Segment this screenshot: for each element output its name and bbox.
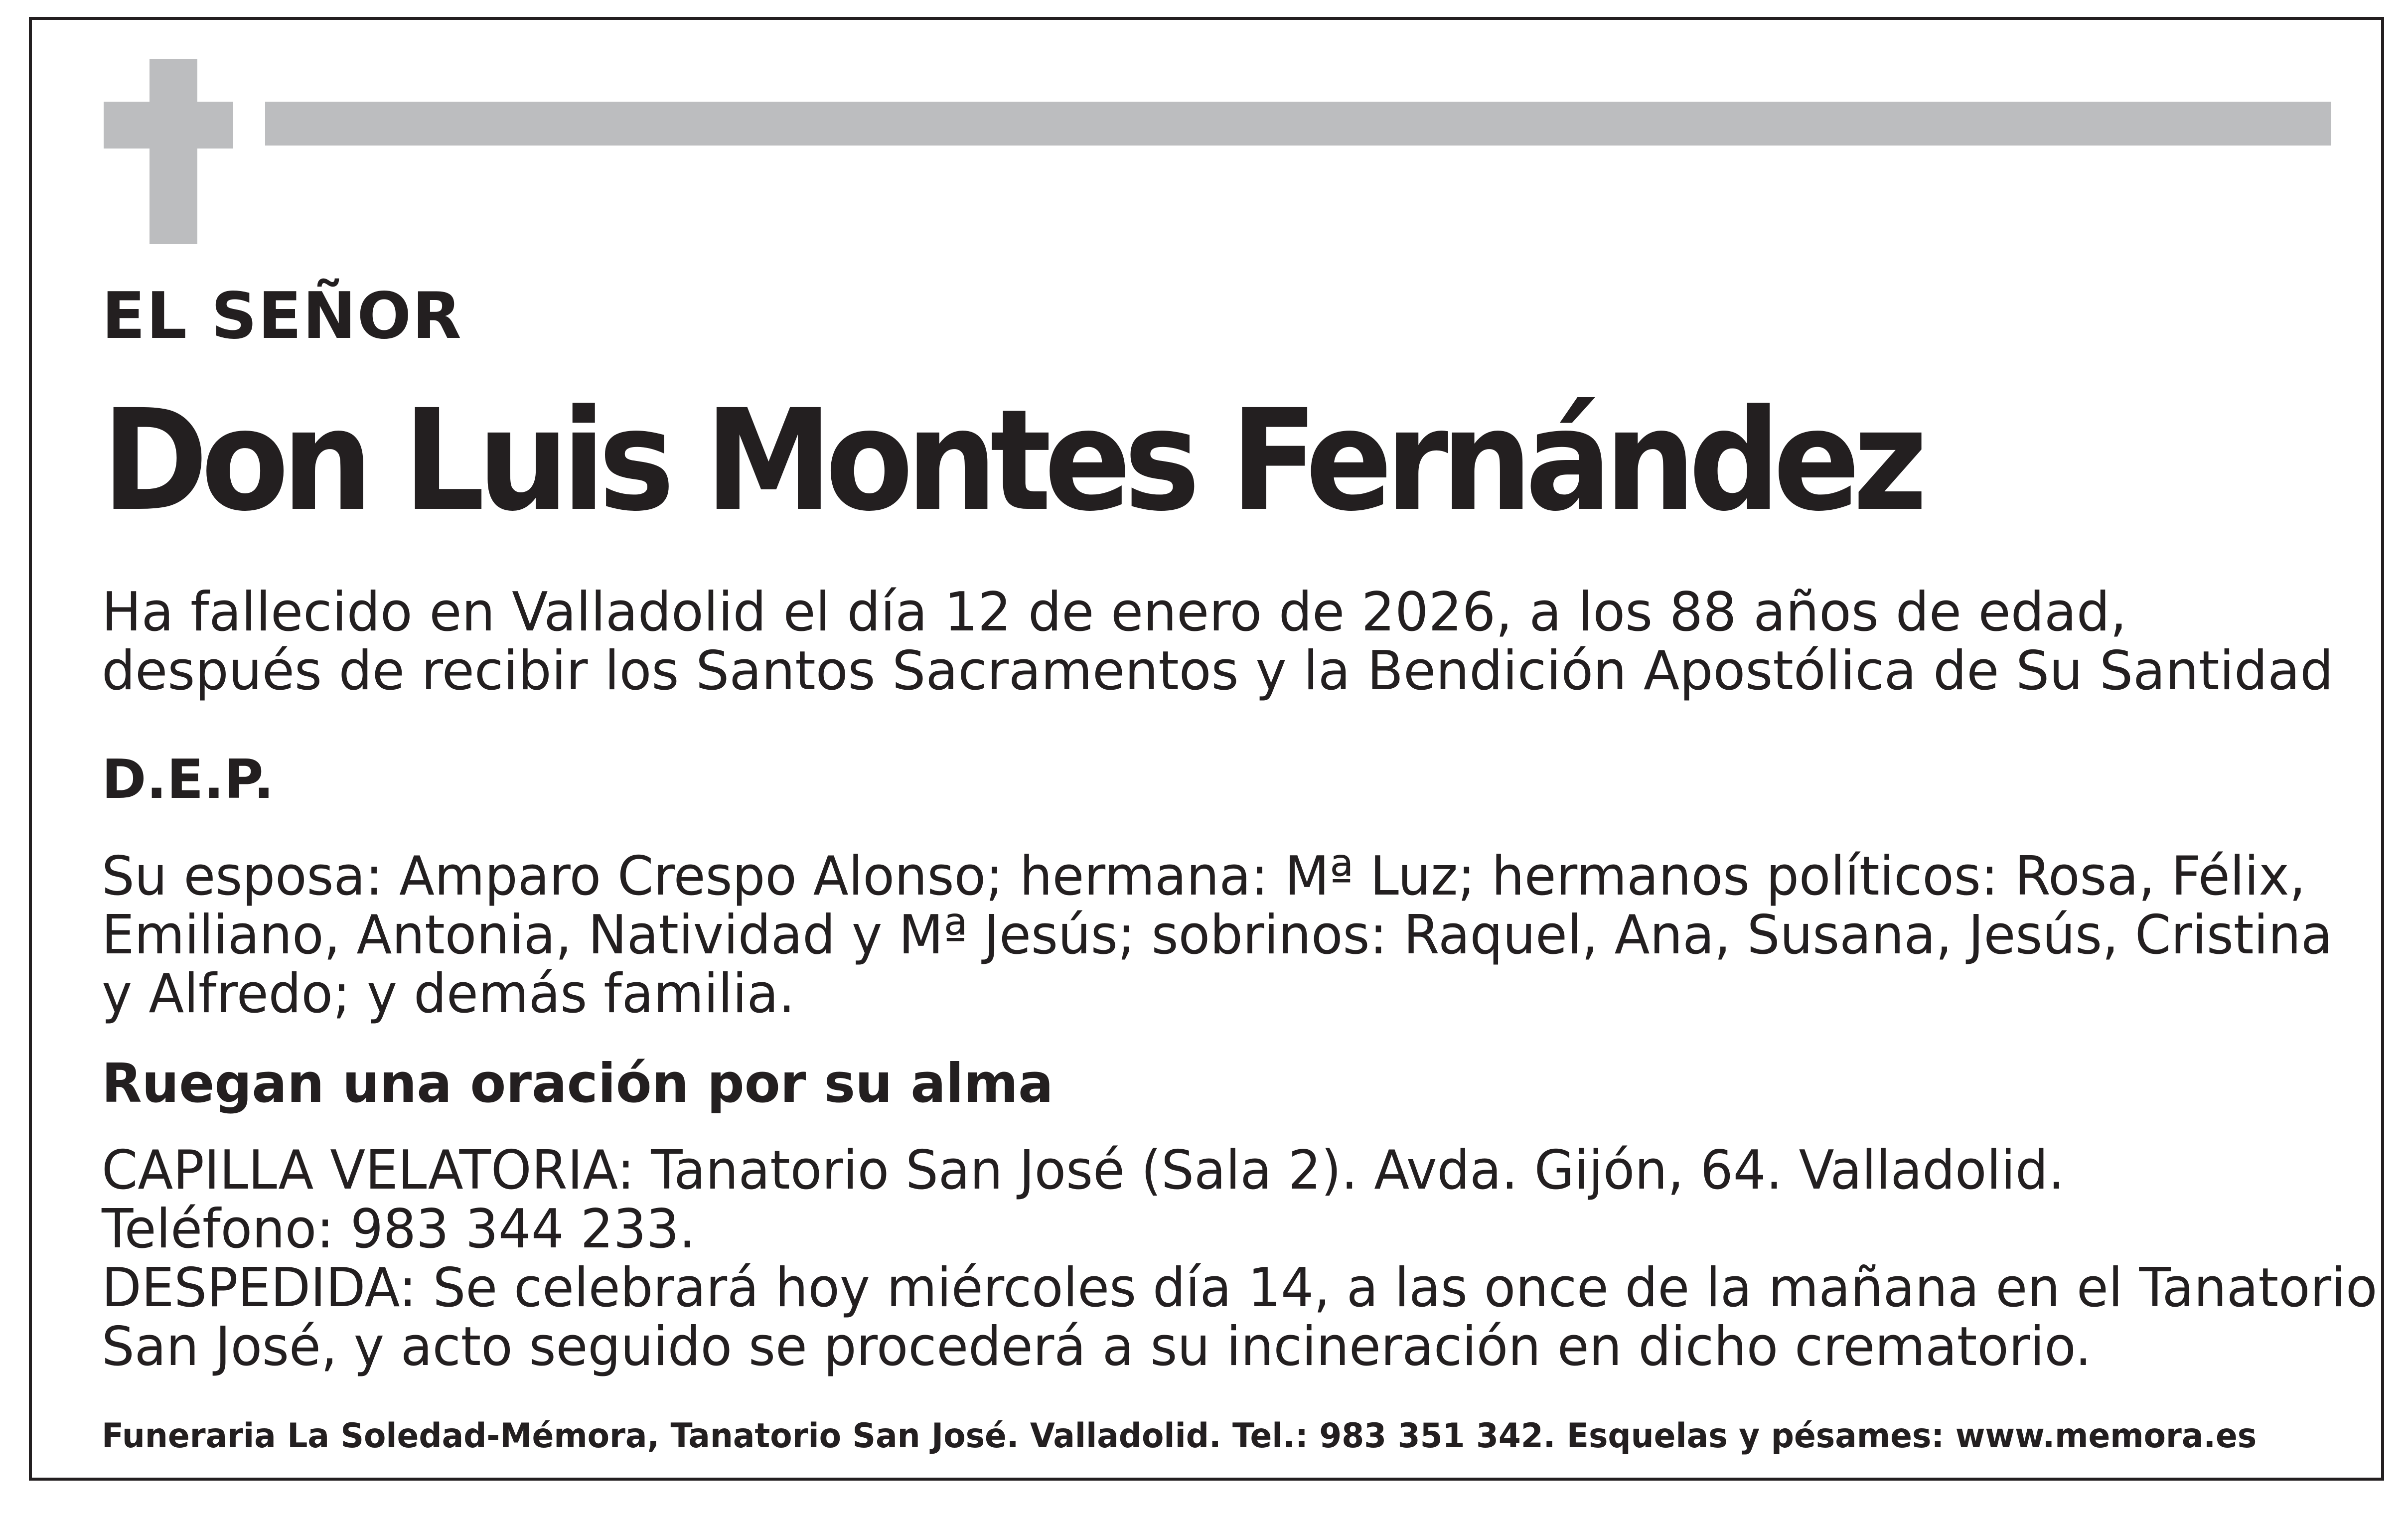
family-list [102,847,2333,1024]
family-line: Emiliano, Antonia, Natividad y Mª Jesús; sobrinos: Raquel, Ana, Susana, Jesús, Cristina [102,904,2333,966]
death-notice-line: Ha fallecido en Valladolid el día 12 de enero de 2026, a los 88 años de edad, [102,581,2127,643]
death-notice [102,583,2333,701]
header-rule [265,102,2331,146]
honorific: EL SEÑOR [102,279,462,353]
deceased-name: Don Luis Montes Fernández [102,380,1921,542]
details-line: San José, y acto seguido se procederá a su incineración en dicho crematorio. [102,1316,2092,1378]
family-line: Su esposa: Amparo Crespo Alonso; hermana: Mª Luz; hermanos políticos: Rosa, Félix, [102,845,2306,908]
details-line: Teléfono: 983 344 233. [102,1198,696,1260]
cross-vertical-bar [150,59,197,244]
funeral-home-footer: Funeraria La Soledad-Mémora, Tanatorio San José. Valladolid. Tel.: 983 351 342. Esquelas y pésames: www.memora.es [102,1416,2257,1456]
family-line: y Alfredo; y demás familia. [102,963,795,1025]
prayer-request: Ruegan una oración por su alma [102,1053,1054,1115]
service-details [102,1141,2377,1376]
details-line: CAPILLA VELATORIA: Tanatorio San José (Sala 2). Avda. Gijón, 64. Valladolid. [102,1139,2065,1202]
cross-horizontal-bar [104,102,233,149]
cross-icon [104,59,233,244]
rip-label: D.E.P. [102,749,274,811]
details-line: DESPEDIDA: Se celebrará hoy miércoles día 14, a las once de la mañana en el Tanatorio [102,1257,2378,1319]
death-notice-line: después de recibir los Santos Sacramentos y la Bendición Apostólica de Su Santidad [102,640,2334,702]
